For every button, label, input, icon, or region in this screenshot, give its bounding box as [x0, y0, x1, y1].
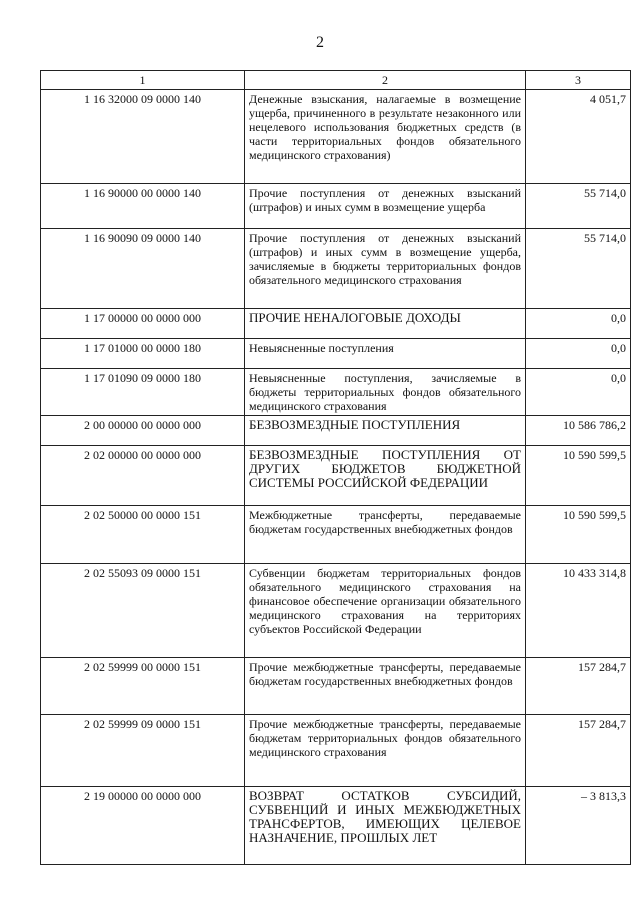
table-row — [41, 506, 631, 564]
header-col-1: 1 — [41, 71, 245, 90]
row-amount: 0,0 — [526, 369, 631, 416]
row-name: БЕЗВОЗМЕЗДНЫЕ ПОСТУПЛЕНИЯ ОТ ДРУГИХ БЮДЖЕТОВ БЮДЖЕТНОЙ СИСТЕМЫ РОССИЙСКОЙ ФЕДЕРАЦИИ — [245, 446, 526, 506]
revenue-table — [40, 70, 631, 865]
header-col-2: 2 — [245, 71, 526, 90]
row-code: 2 19 00000 00 0000 000 — [41, 787, 245, 865]
table-row — [41, 416, 631, 446]
row-amount: 0,0 — [526, 309, 631, 339]
row-amount: 157 284,7 — [526, 658, 631, 715]
row-name: ПРОЧИЕ НЕНАЛОГОВЫЕ ДОХОДЫ — [245, 309, 526, 339]
row-name: Прочие межбюджетные трансферты, передаваемые бюджетам территориальных фондов обязательного медицинского страхования — [245, 715, 526, 787]
row-amount: 10 590 599,5 — [526, 446, 631, 506]
row-code: 2 02 00000 00 0000 000 — [41, 446, 245, 506]
table-row — [41, 715, 631, 787]
table-header-row — [41, 71, 631, 90]
table-row — [41, 229, 631, 309]
row-code: 1 17 01000 00 0000 180 — [41, 339, 245, 369]
row-code: 2 02 59999 00 0000 151 — [41, 658, 245, 715]
row-name: Невыясненные поступления, зачисляемые в бюджеты территориальных фондов обязательного медицинского страхования — [245, 369, 526, 416]
row-amount: – 3 813,3 — [526, 787, 631, 865]
row-name: ВОЗВРАТ ОСТАТКОВ СУБСИДИЙ, СУБВЕНЦИЙ И ИНЫХ МЕЖБЮДЖЕТНЫХ ТРАНСФЕРТОВ, ИМЕЮЩИХ ЦЕЛЕВОЕ НАЗНАЧЕНИЕ, ПРОШЛЫХ ЛЕТ — [245, 787, 526, 865]
row-code: 1 16 90090 09 0000 140 — [41, 229, 245, 309]
row-code: 2 02 59999 09 0000 151 — [41, 715, 245, 787]
table-row — [41, 787, 631, 865]
table-row — [41, 90, 631, 184]
table-row — [41, 658, 631, 715]
table-row — [41, 309, 631, 339]
table-row — [41, 339, 631, 369]
row-code: 1 16 90000 00 0000 140 — [41, 184, 245, 229]
row-name: Прочие поступления от денежных взысканий (штрафов) и иных сумм в возмещение ущерба — [245, 184, 526, 229]
row-amount: 10 433 314,8 — [526, 564, 631, 658]
row-name: БЕЗВОЗМЕЗДНЫЕ ПОСТУПЛЕНИЯ — [245, 416, 526, 446]
row-amount: 10 586 786,2 — [526, 416, 631, 446]
row-name: Субвенции бюджетам территориальных фондов обязательного медицинского страхования на финансовое обеспечение организации обязательного медицинского страхования на территориях субъектов Российской Федерации — [245, 564, 526, 658]
row-name: Межбюджетные трансферты, передаваемые бюджетам государственных внебюджетных фондов — [245, 506, 526, 564]
row-amount: 157 284,7 — [526, 715, 631, 787]
row-amount: 55 714,0 — [526, 229, 631, 309]
row-name: Денежные взыскания, налагаемые в возмещение ущерба, причиненного в результате незаконного или нецелевого использования бюджетных средств (в части территориальных фондов обязательного медицинского страхования) — [245, 90, 526, 184]
row-amount: 55 714,0 — [526, 184, 631, 229]
row-name: Прочие межбюджетные трансферты, передаваемые бюджетам государственных внебюджетных фондов — [245, 658, 526, 715]
table-row — [41, 564, 631, 658]
page-number: 2 — [316, 34, 324, 51]
row-name: Невыясненные поступления — [245, 339, 526, 369]
table-row — [41, 446, 631, 506]
row-code: 1 16 32000 09 0000 140 — [41, 90, 245, 184]
row-amount: 0,0 — [526, 339, 631, 369]
row-name: Прочие поступления от денежных взысканий (штрафов) и иных сумм в возмещение ущерба, зачисляемые в бюджеты территориальных фондов обязательного медицинского страхования — [245, 229, 526, 309]
row-code: 2 02 55093 09 0000 151 — [41, 564, 245, 658]
row-amount: 4 051,7 — [526, 90, 631, 184]
row-amount: 10 590 599,5 — [526, 506, 631, 564]
row-code: 1 17 01090 09 0000 180 — [41, 369, 245, 416]
table-row — [41, 184, 631, 229]
row-code: 1 17 00000 00 0000 000 — [41, 309, 245, 339]
header-col-3: 3 — [526, 71, 631, 90]
row-code: 2 02 50000 00 0000 151 — [41, 506, 245, 564]
row-code: 2 00 00000 00 0000 000 — [41, 416, 245, 446]
table-row — [41, 369, 631, 416]
